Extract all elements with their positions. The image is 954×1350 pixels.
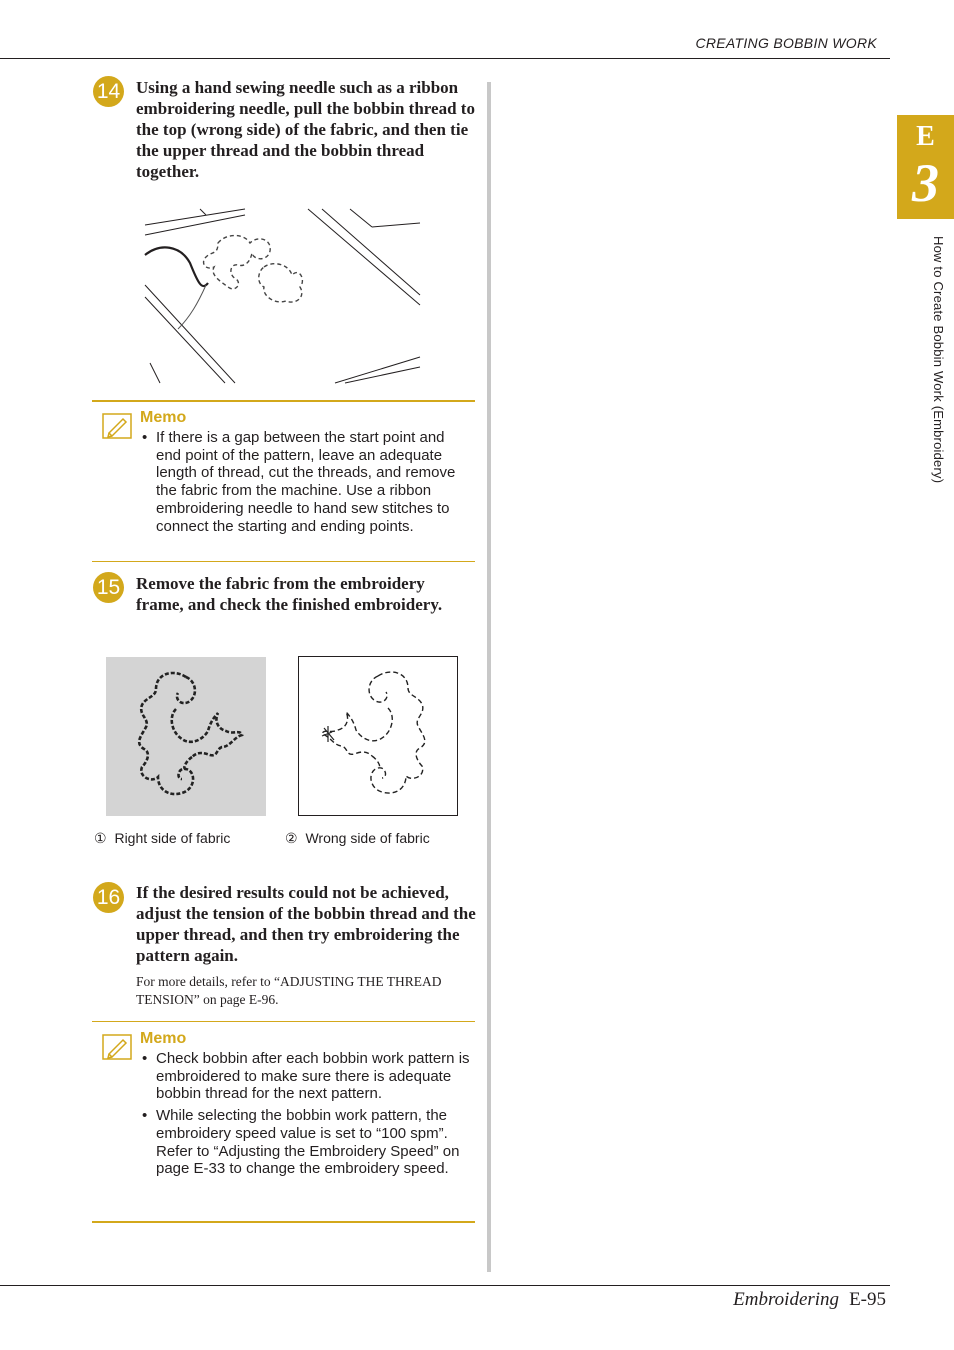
- memo1-top-rule: [92, 400, 475, 402]
- wrong-side-fabric-image: [298, 656, 458, 816]
- chapter-tab: [897, 115, 954, 219]
- memo2-title: Memo: [140, 1030, 187, 1047]
- page-footer: [733, 1289, 886, 1311]
- step-number-15: 15: [93, 572, 124, 603]
- memo-pencil-icon: [101, 1033, 133, 1061]
- step-14-text: Using a hand sewing needle such as a ribbon embroidering needle, pull the bobbin thread to the top (wrong side) of the fabric, and then tie the upper thread and the bobbin thread together.: [136, 78, 475, 181]
- caption-number: ①: [94, 830, 107, 846]
- chapter-tab-letter: E: [916, 121, 935, 152]
- right-side-fabric-image: [106, 657, 266, 816]
- caption-text: Right side of fabric: [114, 830, 231, 846]
- side-section-title: How to Create Bobbin Work (Embroidery): [931, 236, 946, 484]
- memo2-list: [140, 1050, 470, 1182]
- footer-section: Embroidering: [733, 1289, 840, 1310]
- header-rule: [0, 58, 890, 59]
- step-number-14: 14: [93, 76, 124, 107]
- chapter-tab-number: 3: [912, 153, 939, 213]
- memo1-item: • If there is a gap between the start point and end point of the pattern, leave an adequate length of thread, cut the threads, and remove the fabric from the machine. Use a ribbon embroidering needle to hand sew stitches to connect the starting and ending points.: [140, 429, 470, 535]
- caption-right-side: [94, 830, 230, 847]
- step-15-text: Remove the fabric from the embroidery frame, and check the finished embroidery.: [136, 574, 443, 614]
- footer-rule: [0, 1285, 890, 1286]
- hoop-thread-illustration: [140, 205, 425, 387]
- caption-number: ②: [285, 830, 298, 846]
- memo1-bottom-rule: [92, 561, 475, 562]
- memo-pencil-icon: [101, 412, 133, 440]
- memo2-top-rule: [92, 1021, 475, 1022]
- memo2-bottom-rule: [92, 1221, 475, 1223]
- running-header: CREATING BOBBIN WORK: [695, 35, 877, 51]
- column-divider: [487, 82, 491, 1272]
- caption-text: Wrong side of fabric: [305, 830, 430, 846]
- page-number: E-95: [849, 1289, 886, 1310]
- step-16-text: If the desired results could not be achieved, adjust the tension of the bobbin thread and the upper thread, and then try embroidering the pattern again.: [136, 883, 476, 965]
- memo2-item: • While selecting the bobbin work pattern, the embroidery speed value is set to “100 spm”. Refer to “Adjusting the Embroidery Speed” on page E-33 to change the embroidery speed.: [140, 1107, 470, 1178]
- step-16-detail: For more details, refer to “ADJUSTING THE THREAD TENSION” on page E-96.: [136, 974, 442, 1007]
- memo1-list: [140, 429, 470, 539]
- caption-wrong-side: [285, 830, 430, 847]
- memo1-title: Memo: [140, 409, 187, 426]
- step-number-16: 16: [93, 882, 124, 913]
- memo2-item: • Check bobbin after each bobbin work pattern is embroidered to make sure there is adequate bobbin thread for the next pattern.: [140, 1050, 470, 1103]
